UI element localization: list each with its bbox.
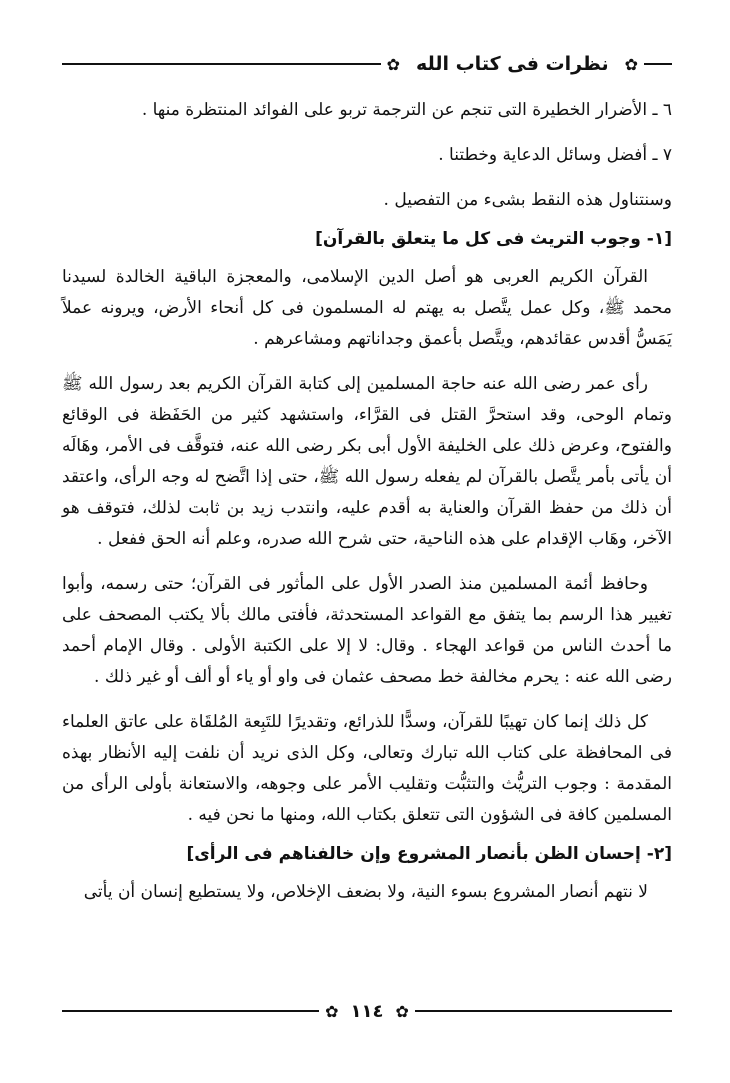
footer-rule-left: [62, 1010, 319, 1012]
page-number: ١١٤: [350, 1000, 384, 1022]
section-heading-2: [٢- إحسان الظن بأنصار المشروع وإن خالفناهم فى الرأى]: [186, 844, 672, 864]
book-page: [62, 0, 672, 1083]
flower-ornament-icon: ✿: [386, 54, 401, 74]
header-rule-right: [644, 63, 672, 65]
list-item: ٧ ـ أفضل وسائل الدعاية وخطتنا .: [438, 145, 672, 165]
list-item: ٦ ـ الأضرار الخطيرة التى تنجم عن الترجمة تربو على الفوائد المنتظرة منها .: [141, 100, 672, 120]
page-footer: [62, 996, 672, 1026]
paragraph: كل ذلك إنما كان تهيبًا للقرآن، وسدًّا للذرائع، وتقديرًا للتَبِعة المُلقَاة على عاتق العلماء فى المحافظة على كتاب الله تبارك وتعالى، وكل الذى نريد أن نلفت إليه الأنظار بهذه المقدمة : وجوب التريُّث والتثبُّت وتقليب الأمر على وجوهه، والاستعانة بأولى الرأى من المسلمين كافة فى الشؤون التى تتعلق بكتاب الله، ومنها ما نحن فيه .: [62, 712, 672, 825]
paragraph: لا نتهم أنصار المشروع بسوء النية، ولا بضعف الإخلاص، ولا يستطيع إنسان أن يأتى: [83, 882, 648, 902]
running-header: [62, 44, 672, 84]
flower-ornament-icon: ✿: [325, 1001, 339, 1021]
page-body: [62, 95, 672, 908]
paragraph: رأى عمر رضى الله عنه حاجة المسلمين إلى كتابة القرآن الكريم بعد رسول الله ﷺ وتمام الوحى، وقد استحرَّ القتل فى القرَّاء، واستشهد كثير من الحَفَظة فى الوقائع والفتوح، وعرض ذلك على الخليفة الأول أبى بكر رضى الله عنه، فتوقَّف فى الأمر، وهَالَه أن يأتى بأمر يتَّصل بالقرآن لم يفعله رسول الله ﷺ، حتى إذا اتَّضح له وجه الرأى، واعتقد أن ذلك من حفظ القرآن والعناية به أقدم عليه، وانتدب زيد بن ثابت لذلك، فتوقف هو الآخر، وهَاب الإقدام على هذه الناحية، حتى شرح الله صدره، وعلم أنه الحق ففعل .: [62, 374, 672, 549]
paragraph: القرآن الكريم العربى هو أصل الدين الإسلامى، والمعجزة الباقية الخالدة لسيدنا محمد ﷺ، وكل عمل يتَّصل به يهتم له المسلمون فى كل أنحاء الأرض، ويرونه عملاً يَمَسُّ أقدس عقائدهم، ويتَّصل بأعمق وجداناتهم ومشاعرهم .: [62, 267, 672, 349]
flower-ornament-icon: ✿: [624, 54, 638, 74]
flower-ornament-icon: ✿: [395, 1001, 409, 1021]
paragraph: وحافظ أئمة المسلمين منذ الصدر الأول على المأثور فى القرآن؛ حتى رسمه، وأبوا تغيير هذا الرسم بما يتفق مع القواعد المستحدثة، فأفتى مالك بألا يكتب المصحف على ما أحدث الناس من قواعد الهجاء . وقال: لا إلا على الكتبة الأولى . وقال الإمام أحمد رضى الله عنه : يحرم مخالفة خط مصحف عثمان فى واو أو ياء أو ألف أو غير ذلك .: [62, 574, 672, 687]
header-rule-left: [62, 63, 381, 65]
running-header-title: نظرات فى كتاب الله: [416, 53, 609, 75]
intro-paragraph: وسنتناول هذه النقط بشىء من التفصيل .: [383, 190, 672, 210]
section-heading-1: [١- وجوب التريث فى كل ما يتعلق بالقرآن]: [315, 229, 672, 249]
footer-rule-right: [415, 1010, 672, 1012]
